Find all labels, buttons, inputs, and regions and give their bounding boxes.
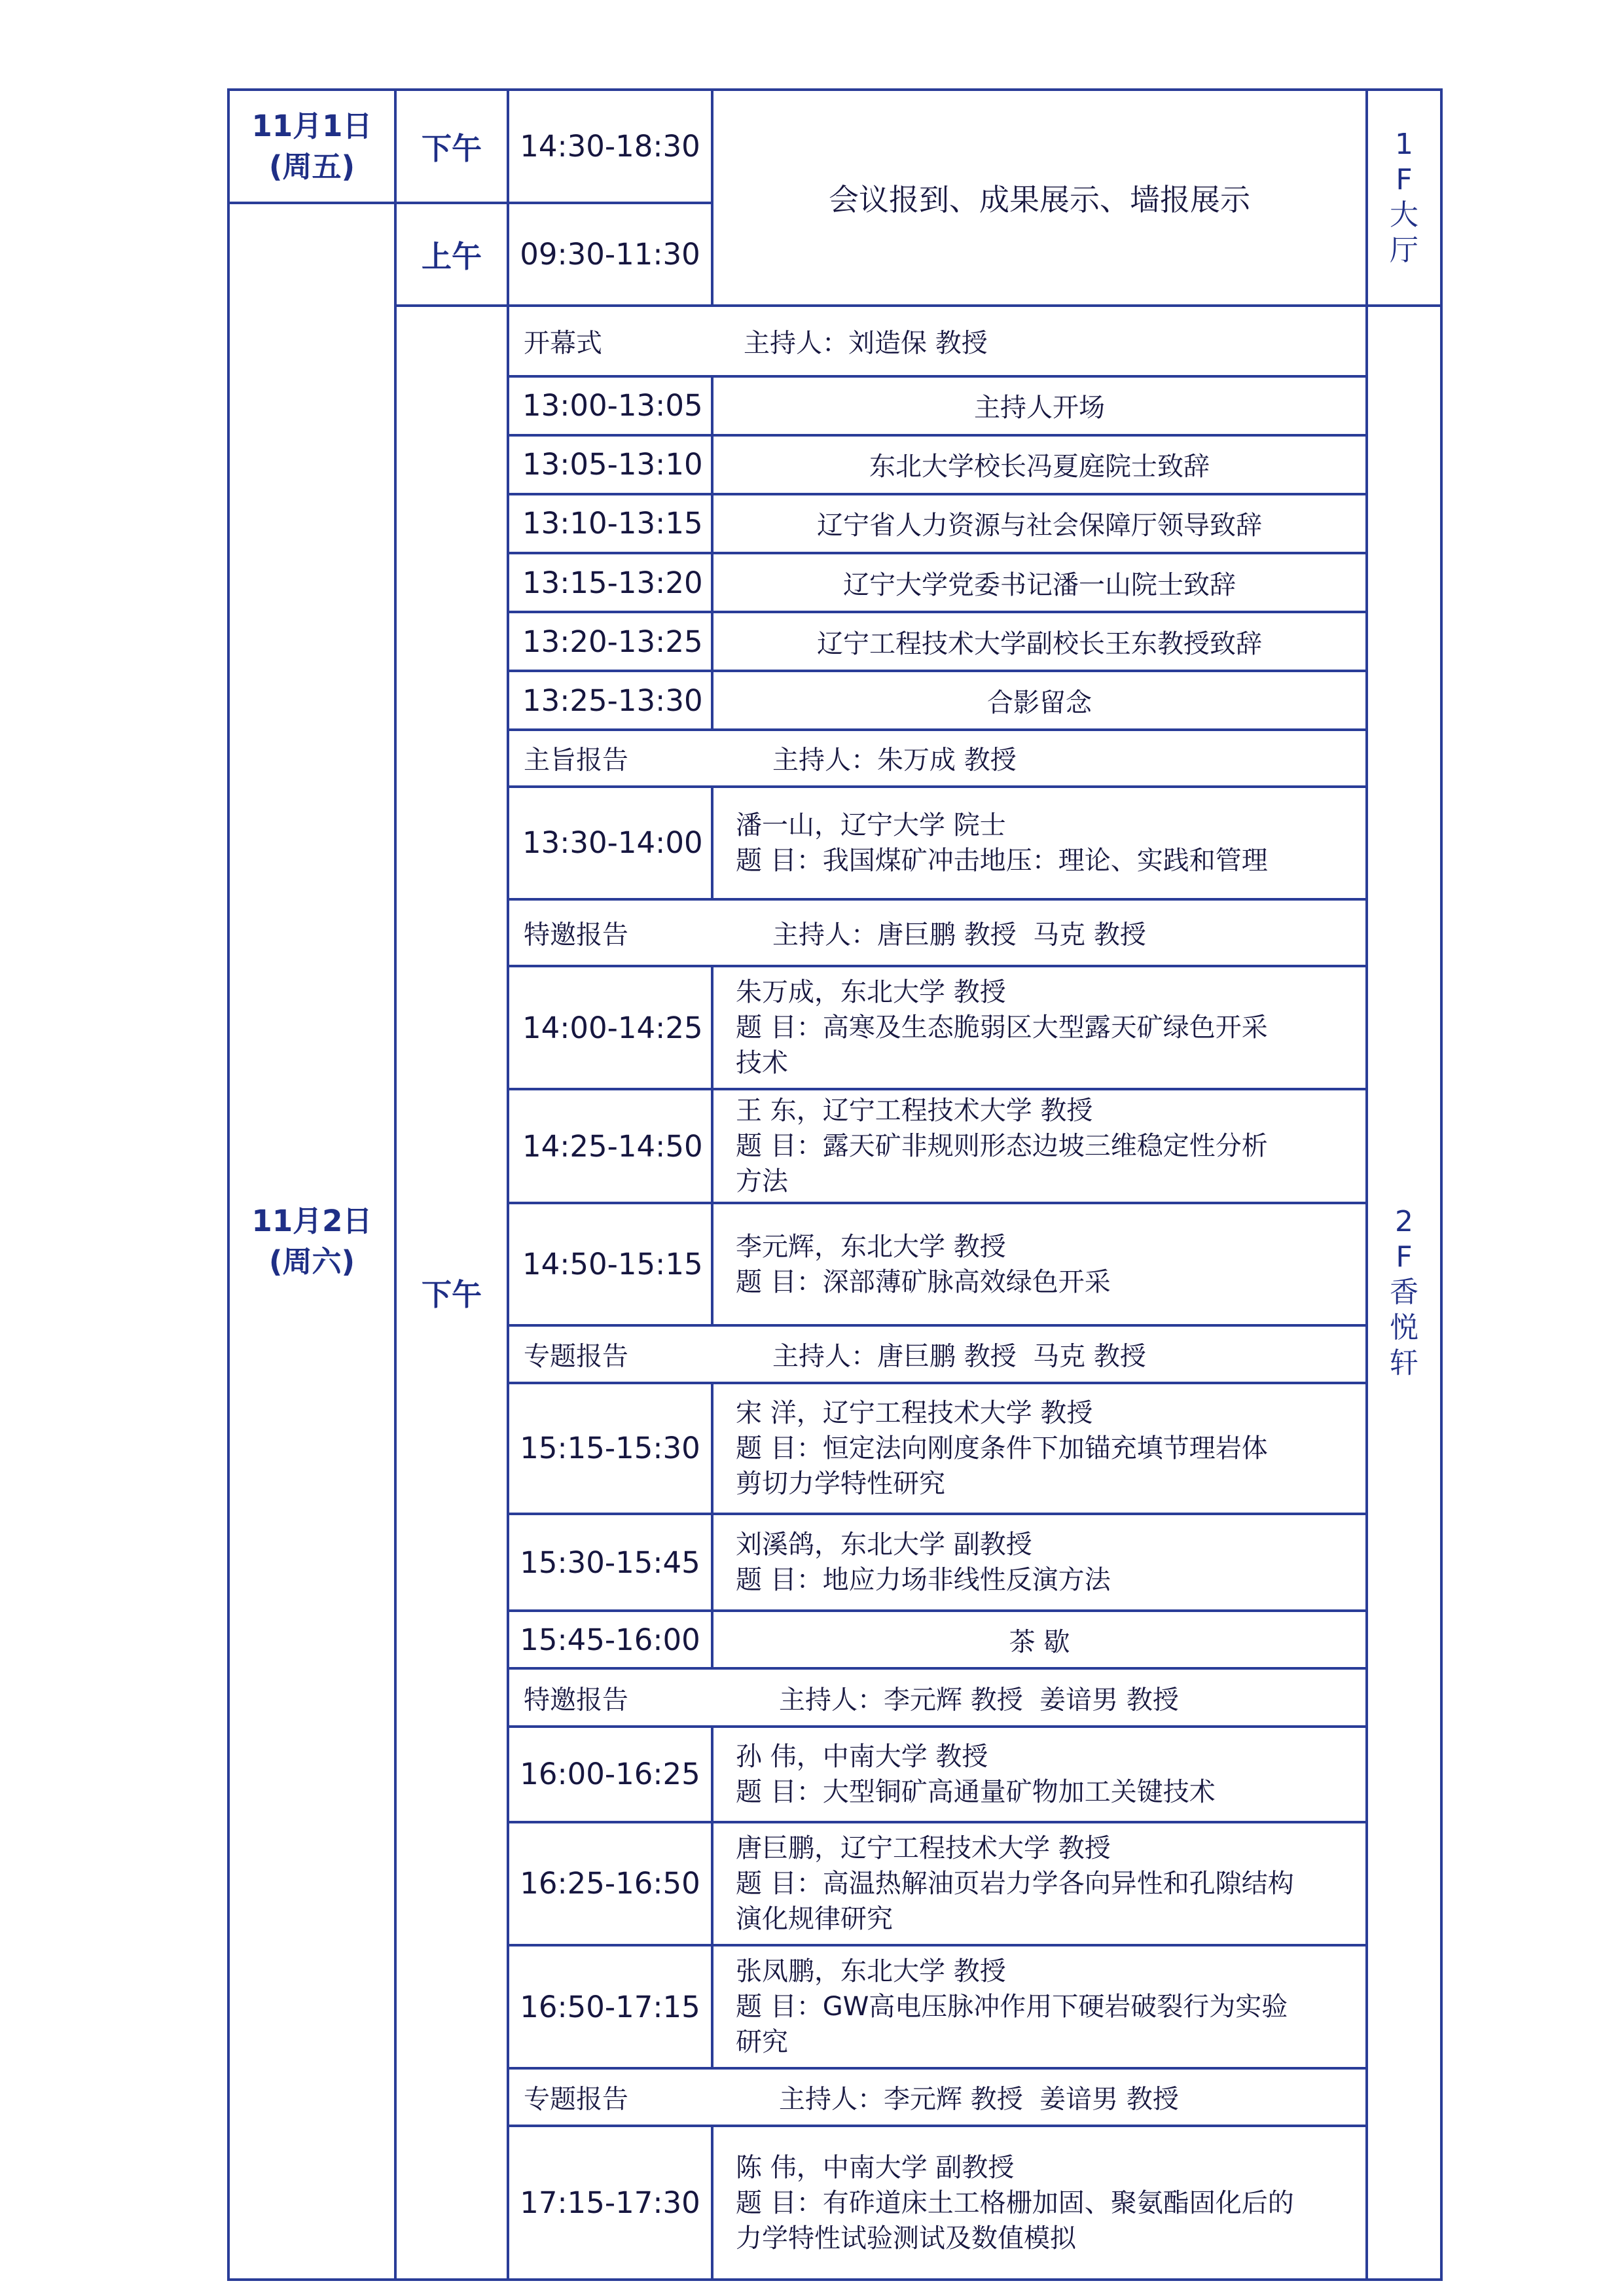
time-cell: 09:30-11:30 [508, 203, 712, 306]
session-host: 主持人：唐巨鹏 教授 马克 教授 [772, 920, 1146, 950]
venue-char: F [1396, 1240, 1413, 1274]
title-line: 题 目：地应力场非线性反演方法 [736, 1565, 1111, 1596]
venue-char: 2 [1395, 1205, 1413, 1239]
registration-activity: 会议报到、成果展示、墙报展示 [712, 90, 1367, 306]
time-cell: 15:15-15:30 [508, 1383, 712, 1514]
talk-entry [712, 1945, 1367, 2068]
time-cell: 13:25-13:30 [508, 671, 712, 730]
time-cell: 13:10-13:15 [508, 494, 712, 553]
title-line: 技术 [736, 1048, 788, 1079]
weekday-label: (周五) [268, 149, 355, 184]
period-morning: 上午 [395, 203, 508, 306]
talk-entry [712, 2126, 1367, 2280]
period-afternoon: 下午 [395, 90, 508, 203]
session-header-opening [508, 306, 1367, 376]
speaker-line: 宋 洋，辽宁工程技术大学 教授 [736, 1397, 1093, 1428]
time-cell: 13:20-13:25 [508, 612, 712, 671]
time-cell: 13:00-13:05 [508, 376, 712, 435]
venue-char: 大 [1390, 198, 1418, 232]
program-item: 辽宁省人力资源与社会保障厅领导致辞 [712, 494, 1367, 553]
time-cell: 17:15-17:30 [508, 2126, 712, 2280]
talk-entry [712, 787, 1367, 899]
date-day1 [228, 90, 395, 203]
program-item: 东北大学校长冯夏庭院士致辞 [712, 435, 1367, 494]
time-cell: 14:00-14:25 [508, 966, 712, 1089]
schedule-table [227, 88, 1443, 2281]
time-cell: 13:30-14:00 [508, 787, 712, 899]
speaker-line: 潘一山，辽宁大学 院士 [736, 810, 1006, 840]
date-label: 11月1日 [251, 108, 372, 143]
time-cell: 14:50-15:15 [508, 1203, 712, 1325]
time-cell: 15:45-16:00 [508, 1611, 712, 1668]
title-line: 题 目：我国煤矿冲击地压：理论、实践和管理 [736, 845, 1268, 876]
program-item: 辽宁大学党委书记潘一山院士致辞 [712, 553, 1367, 612]
title-line: 题 目：高寒及生态脆弱区大型露天矿绿色开采 [736, 1013, 1268, 1043]
speaker-line: 朱万成，东北大学 教授 [736, 977, 1006, 1008]
time-cell: 16:50-17:15 [508, 1945, 712, 2068]
time-cell: 14:30-18:30 [508, 90, 712, 203]
session-name: 主旨报告 [524, 745, 628, 776]
session-header-invited [508, 899, 1367, 966]
session-header-special [508, 2068, 1367, 2126]
venue-char: 悦 [1390, 1311, 1418, 1345]
title-line: 演化规律研究 [736, 1903, 893, 1934]
time-cell: 13:15-13:20 [508, 553, 712, 612]
talk-entry [712, 1727, 1367, 1822]
session-host: 主持人：朱万成 教授 [772, 745, 1017, 776]
venue-char: 厅 [1390, 234, 1418, 268]
title-line: 力学特性试验测试及数值模拟 [736, 2223, 1076, 2253]
time-cell: 16:00-16:25 [508, 1727, 712, 1822]
time-cell: 14:25-14:50 [508, 1089, 712, 1203]
program-item: 主持人开场 [712, 376, 1367, 435]
talk-entry [712, 1822, 1367, 1945]
time-cell: 16:25-16:50 [508, 1822, 712, 1945]
title-line: 题 目：GW高电压脉冲作用下硬岩破裂行为实验 [736, 1992, 1288, 2022]
title-line: 方法 [736, 1166, 788, 1197]
speaker-line: 陈 伟，中南大学 副教授 [736, 2152, 1015, 2183]
session-host: 主持人：李元辉 教授 姜谙男 教授 [779, 2084, 1179, 2115]
speaker-line: 刘溪鸽，东北大学 副教授 [736, 1530, 1032, 1560]
talk-entry [712, 1514, 1367, 1611]
session-host: 主持人：唐巨鹏 教授 马克 教授 [772, 1341, 1146, 1372]
title-line: 题 目：恒定法向刚度条件下加锚充填节理岩体 [736, 1433, 1268, 1463]
speaker-line: 王 东，辽宁工程技术大学 教授 [736, 1096, 1093, 1126]
venue-room [1367, 306, 1441, 2280]
session-header-special [508, 1325, 1367, 1383]
tea-break: 茶 歇 [712, 1611, 1367, 1668]
venue-char: F [1396, 163, 1413, 197]
speaker-line: 张凤鹏，东北大学 教授 [736, 1956, 1006, 1987]
venue-hall [1367, 90, 1441, 306]
date-day2 [228, 203, 395, 2280]
session-name: 特邀报告 [524, 920, 628, 950]
venue-char: 轩 [1390, 1346, 1418, 1380]
session-host: 主持人：李元辉 教授 姜谙男 教授 [779, 1685, 1179, 1715]
title-line: 题 目：有砟道床土工格栅加固、聚氨酯固化后的 [736, 2187, 1294, 2218]
time-cell: 15:30-15:45 [508, 1514, 712, 1611]
speaker-line: 李元辉，东北大学 教授 [736, 1231, 1006, 1262]
session-header-keynote [508, 730, 1367, 786]
session-host: 主持人：刘造保 教授 [744, 328, 988, 359]
time-cell: 13:05-13:10 [508, 435, 712, 494]
date-label: 11月2日 [251, 1203, 372, 1238]
talk-entry [712, 1089, 1367, 1203]
title-line: 题 目：高温热解油页岩力学各向异性和孔隙结构 [736, 1868, 1294, 1899]
title-line: 题 目：深部薄矿脉高效绿色开采 [736, 1266, 1111, 1297]
session-header-invited [508, 1668, 1367, 1726]
session-name: 开幕式 [524, 328, 602, 359]
program-item: 合影留念 [712, 671, 1367, 730]
weekday-label: (周六) [268, 1244, 355, 1279]
venue-char: 1 [1395, 128, 1413, 162]
title-line: 研究 [736, 2027, 788, 2058]
talk-entry [712, 1383, 1367, 1514]
program-item: 辽宁工程技术大学副校长王东教授致辞 [712, 612, 1367, 671]
session-name: 特邀报告 [524, 1685, 628, 1715]
session-name: 专题报告 [524, 1341, 628, 1372]
session-name: 专题报告 [524, 2084, 628, 2115]
talk-entry [712, 966, 1367, 1089]
venue-char: 香 [1390, 1276, 1418, 1310]
speaker-line: 唐巨鹏，辽宁工程技术大学 教授 [736, 1833, 1111, 1863]
title-line: 剪切力学特性研究 [736, 1468, 945, 1499]
talk-entry [712, 1203, 1367, 1325]
period-afternoon: 下午 [395, 306, 508, 2280]
speaker-line: 孙 伟，中南大学 教授 [736, 1741, 988, 1772]
title-line: 题 目：露天矿非规则形态边坡三维稳定性分析 [736, 1131, 1268, 1162]
title-line: 题 目：大型铜矿高通量矿物加工关键技术 [736, 1776, 1216, 1807]
